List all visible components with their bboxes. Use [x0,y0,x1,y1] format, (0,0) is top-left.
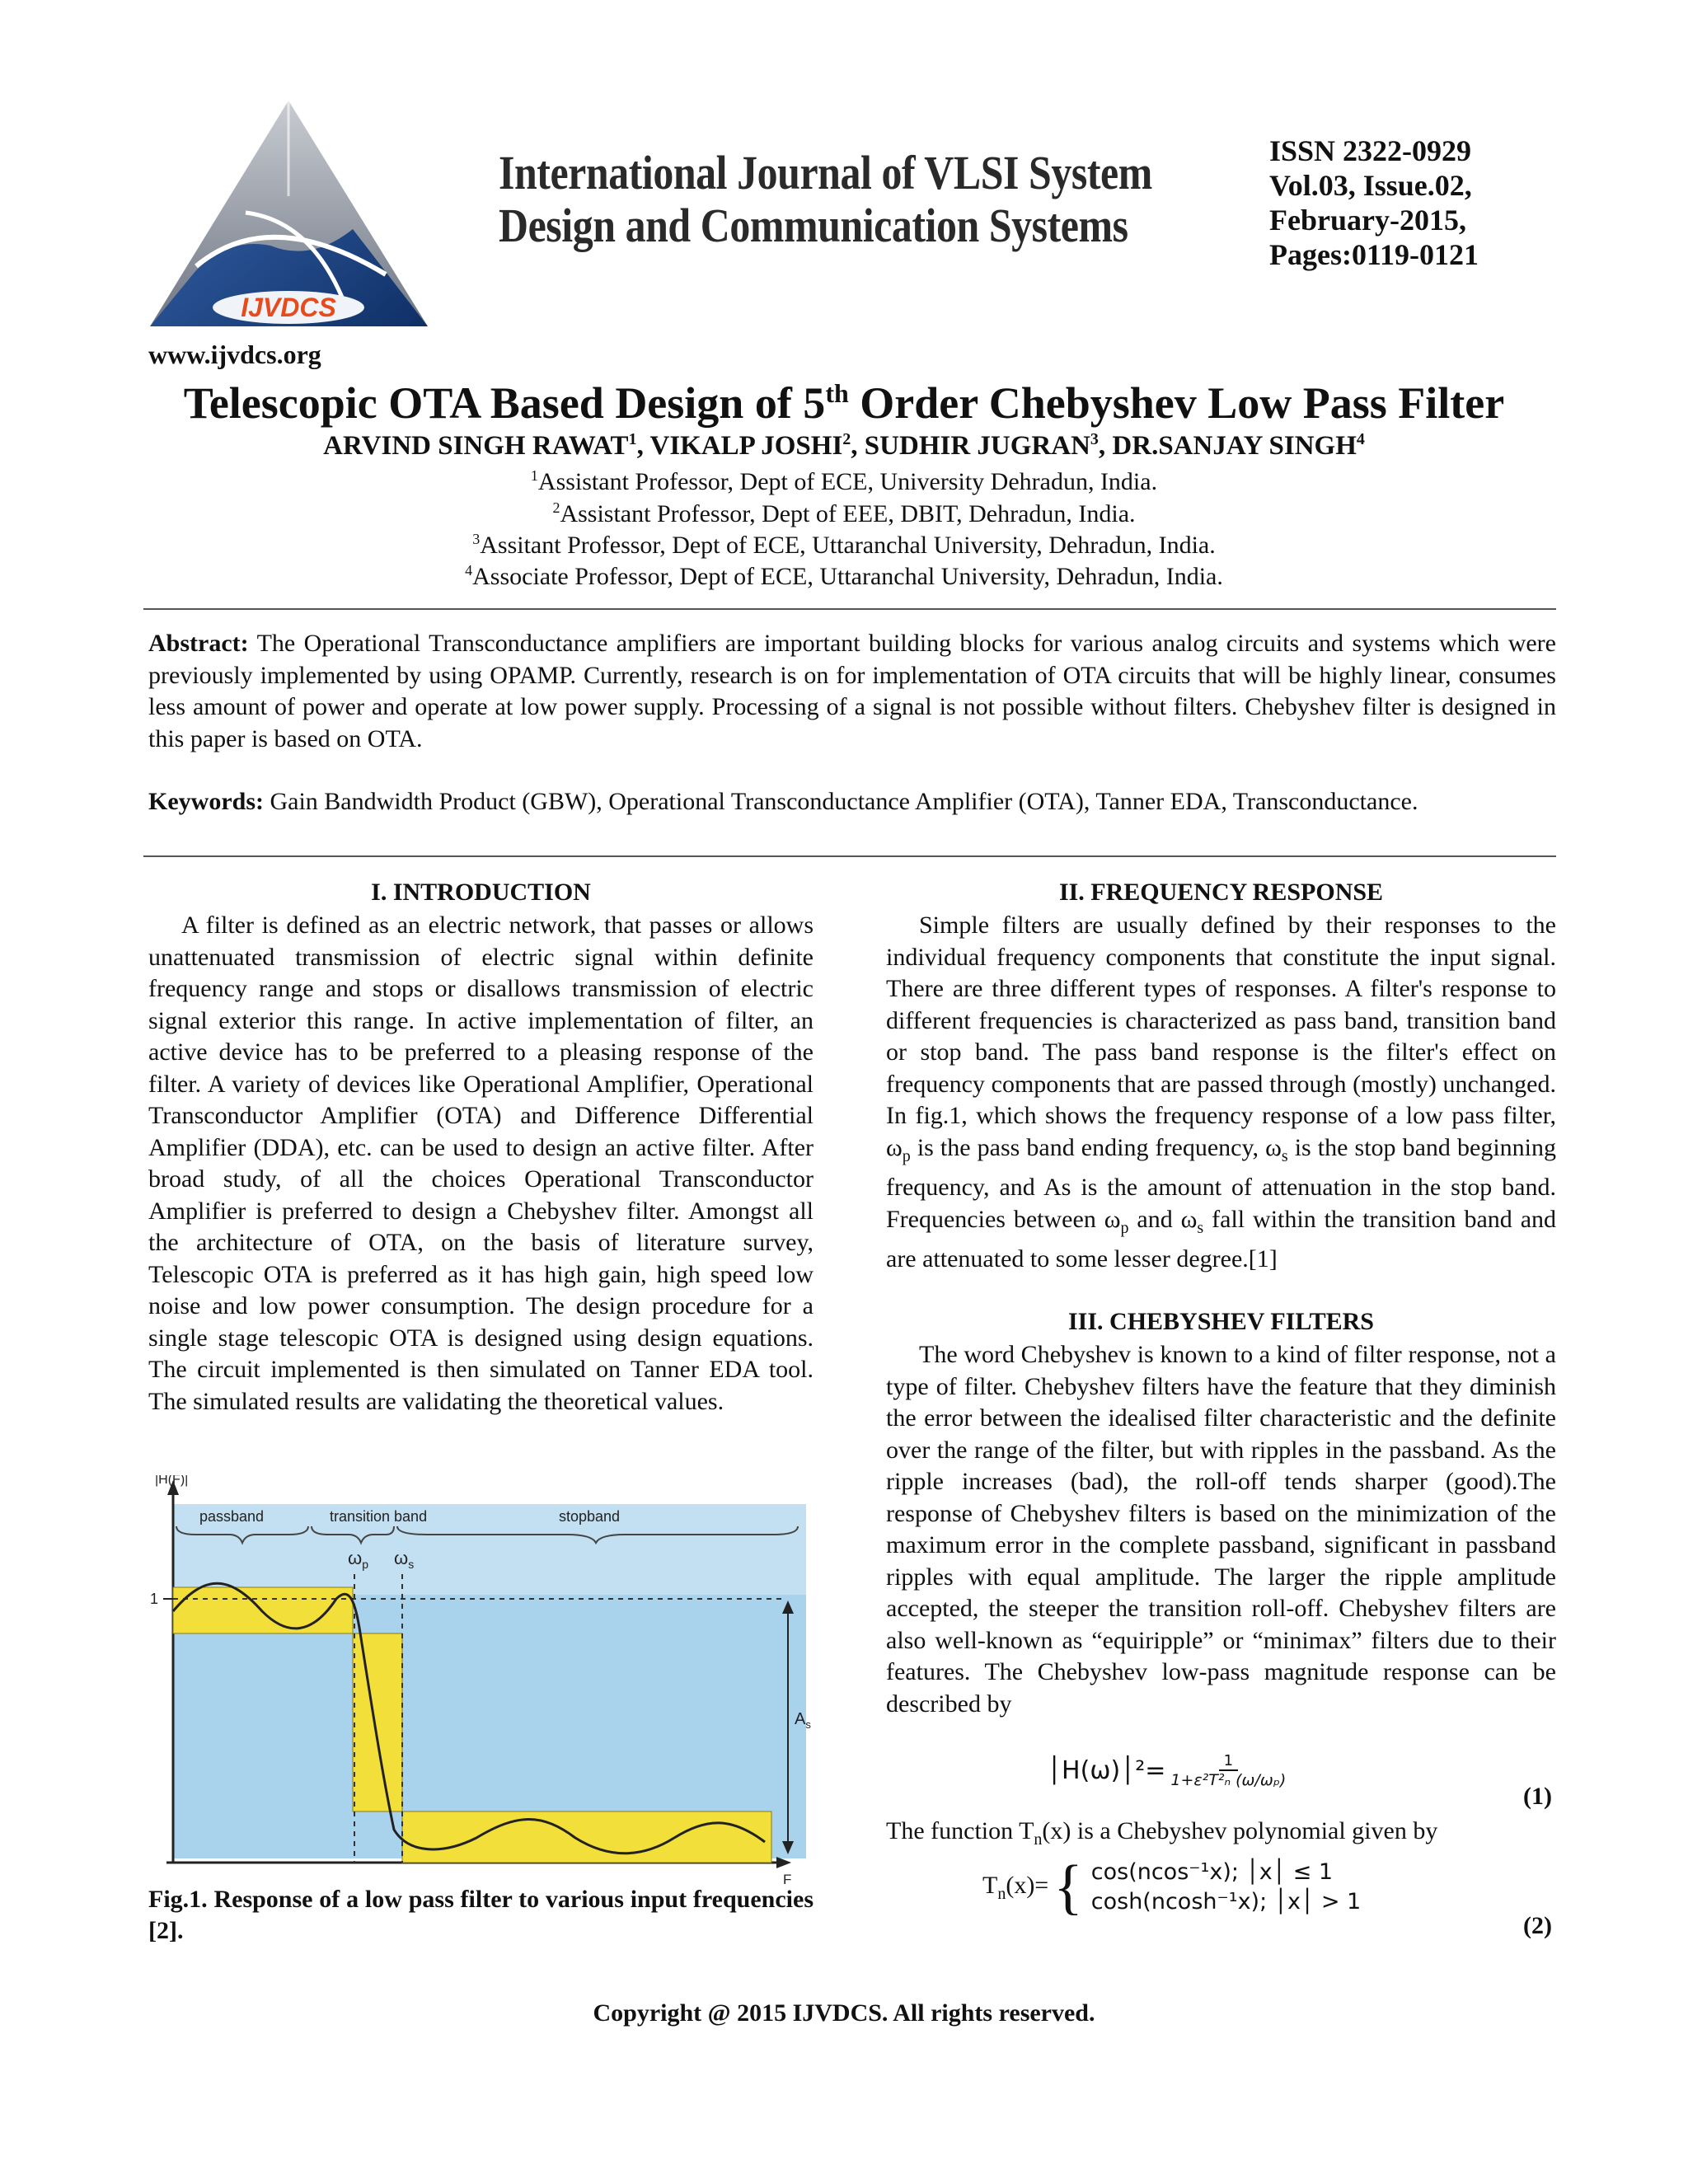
issue-date: February-2015, [1269,204,1466,237]
journal-logo [147,97,431,330]
affiliation-2: $^2$Assistant Professor, Dept of EEE, DBIT, Dehradun, India. [552,499,1136,527]
y-axis-label: |H(F)| [155,1475,189,1487]
eq2-cases [1091,1858,1361,1917]
eq1-denominator: 1+ε²T²ₙ (ω/ωₚ) [1170,1770,1287,1789]
eq1-numerator: 1 [1219,1752,1238,1771]
affiliation-1: $^1$Assistant Professor, Dept of ECE, University Dehradun, India. [530,467,1158,495]
copyright-footer: Copyright @ 2015 IJVDCS. All rights reserved. [593,1999,1095,2027]
cheb-heading: III. CHEBYSHEV FILTERS [1068,1308,1374,1335]
as-label: $A_s$ [795,1710,811,1731]
eq2-number: (2) [1523,1912,1552,1939]
equation-1 [1047,1746,1286,1795]
stopband-region [402,1811,771,1863]
passband-label: passband [199,1508,265,1525]
freq-heading: II. FREQUENCY RESPONSE [1058,879,1384,906]
author-4: DR.SANJAY SINGH [1112,431,1357,461]
logo-text: IJVDCS [241,293,336,322]
volume: Vol.03, Issue.02, [1269,169,1472,202]
eq1-number: (1) [1523,1783,1552,1810]
affiliation-3: $^3$Assitant Professor, Dept of ECE, Uttaranchal University, Dehradun, India. [472,531,1216,559]
figure-1 [147,1475,814,1887]
ws-label: $\omega_s$ [394,1548,415,1571]
intro-heading: I. INTRODUCTION [371,879,591,906]
journal-title-line1: International Journal of VLSI System [499,146,1152,199]
eq2-brace: { [1053,1854,1083,1921]
divider-top [143,608,1556,610]
wp-label: $\omega_p$ [348,1548,368,1571]
author-2: VIKALP JOSHI [649,431,843,461]
x-axis-label: F [783,1872,792,1887]
unity-label: 1 [150,1591,159,1607]
issn-block [1269,134,1479,272]
intro-text: A filter is defined as an electric network, that passes or allows unattenuated transmission of electric signal within definite frequency range and stops or disallows transmission of electric signal exterior this range. In active implementation of filter, an active device has to be preferred to a pleasing response of the filter. A variety of devices like Operational Amplifier, Operational Transconductor Amplifier (OTA) and Difference Differential Amplifier (DDA), etc. can be used to design an active filter. After broad study, of all the choices Operational Transconductor Amplifier is preferred to design a Chebyshev filter. Amongst all the architecture of OTA, on the basis of literature survey, Telescopic OTA is preferred as it has high gain, high speed low noise and low power consumption. The design procedure for a single stage telescopic OTA is designed using design equations. The circuit implemented is then simulated on Tanner EDA tool. The simulated results are validating the theoretical values. [148,912,814,1415]
eq1-lhs: │H(ω)│²= [1047,1755,1166,1785]
journal-title-line2: Design and Communication Systems [499,199,1128,252]
eq2-case-1: cos(ncos⁻¹x); │x│ ≤ 1 [1090,1859,1333,1885]
freq-text: Simple filters are usually defined by their responses to the individual frequency components that constitute the input signal. There are three different types of responses. A filter's response to different frequencies is characterized as pass band, transition band or stop band. The pass band response is the filter's effect on frequency components that are passed through (mostly) unchanged. In fig.1, which shows the frequency response of a low pass filter, $\omega_p$ is the pass band ending frequency, $\omega_s$ is the stop band beginning frequency, and As is the amount of attenuation in the stop band. Frequencies between $\omega_p$ and $\omega_s$ fall within the transition band and are attenuated to some lesser degree.[1] [886,912,1557,1272]
paper-title: Telescopic OTA Based Design of 5th Order Chebyshev Low Pass Filter [183,378,1505,428]
keywords: Keywords: Gain Bandwidth Product (GBW), Operational Transconductance Amplifier (OTA), Tanner EDA, Transconductance. [148,788,1418,815]
equation-2 [982,1854,1361,1920]
pages: Pages:0119-0121 [1269,238,1479,271]
affiliation-4: $^4$Associate Professor, Dept of ECE, Uttaranchal University, Dehradun, India. [465,562,1223,590]
stopband-label: stopband [559,1508,621,1525]
eq1-fraction [1170,1752,1286,1789]
eq2-lhs: $T_n(x)=$ [982,1871,1049,1903]
author-1: ARVIND SINGH RAWAT [323,431,629,461]
divider-bottom [143,855,1556,857]
transition-label: transition band [330,1508,428,1525]
eq2-case-2: cosh(ncosh⁻¹x); │x│ > 1 [1090,1889,1362,1915]
cheb-text: The word Chebyshev is known to a kind of filter response, not a type of filter. Chebyshev filters have the feature that they diminish the error between the idealised filter characteristic and the definite over the range of the filter, but with ripples in the passband. As the ripple increases (bad), the roll-off tends sharper (good).The response of Chebyshev filters is based on the minimization of the maximum error in the complete passband, significant in passband ripples with equal amplitude. The larger the ripple amplitude accepted, the steeper the transition roll-off. Chebyshev filters are also well-known as “equiripple” or “minimax” filters due to their features. The Chebyshev low-pass magnitude response can be described by [886,1341,1556,1718]
journal-title [499,147,1152,252]
figure-1-caption: Fig.1. Response of a low pass filter to various input frequencies [2]. [148,1886,814,1944]
author-list: ARVIND SINGH RAWAT$^1$, VIKALP JOSHI$^2$, SUDHIR JUGRAN$^3$, DR.SANJAY SINGH$^4$ [323,430,1365,461]
abstract: Abstract: The Operational Transconductance amplifiers are important building blocks for various analog circuits and systems which were previously implemented by using OPAMP. Currently, research is on for implementation of OTA circuits that will be highly linear, consumes less amount of power and operate at low power supply. Processing of a signal is not possible without filters. Chebyshev filter is designed in this paper is based on OTA. [148,630,1556,752]
chebyshev-polynomial-text: The function $T_n(x)$ is a Chebyshev polynomial given by [886,1817,1438,1849]
transition-region [353,1633,402,1811]
website-link[interactable]: www.ijvdcs.org [148,340,321,369]
issn: ISSN 2322-0929 [1269,134,1472,167]
author-3: SUDHIR JUGRAN [864,431,1090,461]
